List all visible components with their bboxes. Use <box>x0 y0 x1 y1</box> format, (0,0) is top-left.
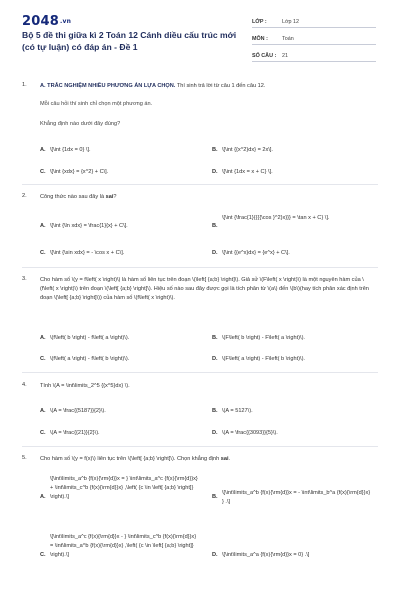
option-text: \(f\left( a \right) - f\left( b \right)\). <box>50 356 130 362</box>
option-label: B. <box>212 335 218 341</box>
option-text: \[\int\limits_a^b {f(x){\rm{d}}x = - \int\limits_b^a {f(x){\rm{d}}x} } .\] <box>222 490 371 505</box>
option-text: \(F\left( b \right) - F\left( a \right)\). <box>222 335 305 341</box>
question-text-end: ? <box>113 194 117 200</box>
option-text: \[\int\limits_a^b {f(x){\rm{d}}x = } \int\limits_a^c {f(x){\rm{d}}x} + \int\limits_c^b {f(x){\rm{d}}x} ,\left( {c \in \left[ {a;b} \right]} \right).\] <box>50 476 198 500</box>
site-logo[interactable] <box>22 14 71 29</box>
instruction-text: Mỗi câu hỏi thí sinh chỉ chọn một phương án. <box>40 101 153 107</box>
option-text: \[\int {\ln xdx} = \frac{1}{x} + C\]. <box>50 223 128 229</box>
question-divider <box>22 446 378 447</box>
option-label: D. <box>212 250 218 256</box>
option-text: \[\int\limits_a^a {f(x){\rm{d}}x = 0} .\] <box>222 552 310 558</box>
option-text: \[\int {xdx} = {x^2} + C\]. <box>50 169 109 175</box>
question-text: Cho hàm số \(y = f\left( x \right)\) là hàm số liên tục trên đoạn \(\left[ {a;b} \right]\). Giả sử \(F\left( x \right)\) là một nguyên hàm của \(f\left( x \right)\) trên đoạn \(\left[ {a;b} \right]\). Hiệu số nào sau đây được gọi là tích phân từ \(a\) đến \(b\)(hay tích phân xác định trên đoạn \(\left[ {a;b} \right]\)) của hàm số \(f\left( x \right)\). <box>40 277 369 301</box>
option-label: C. <box>40 552 46 558</box>
meta-key: MÔN : <box>252 36 268 42</box>
option-text: \(f\left( b \right) - f\left( a \right)\). <box>50 335 130 341</box>
option-text: \(A = \frac{{3093}}{5}\). <box>222 430 278 436</box>
option-text: \[\int {{e^x}dx} = {e^x} + C\]. <box>222 250 290 256</box>
question-text-start: Cho hàm số \(y = f(x)\) liên tục trên \(\left[ {a;b} \right]\). Chọn khẳng định <box>40 456 221 462</box>
option-label: A. <box>40 335 46 341</box>
question-number: 2. <box>22 193 27 199</box>
document-meta <box>252 11 376 62</box>
document-header <box>0 0 400 70</box>
question-text-start: Công thức nào sau đây là <box>40 194 106 200</box>
page-title: Bộ 5 đề thi giữa kì 2 Toán 12 Cánh diều cấu trúc mới (có tự luận) có đáp án - Đề 1 <box>22 30 237 52</box>
meta-value: Toán <box>282 36 294 42</box>
question-emphasis: sai <box>105 194 114 200</box>
section-heading <box>40 82 376 91</box>
question-text-end: . <box>228 456 231 462</box>
logo-text: 2048 <box>22 14 59 29</box>
meta-row-subject <box>252 28 376 45</box>
option-label: D. <box>212 356 218 362</box>
option-label: D. <box>212 169 218 175</box>
option-text: \(A = 5127\). <box>222 408 253 414</box>
option-label: C. <box>40 250 46 256</box>
meta-row-class <box>252 11 376 28</box>
question-divider <box>22 184 378 185</box>
question-text <box>40 455 376 464</box>
option-label: B. <box>212 223 218 229</box>
option-text: \[\int {1dx = x + C} \]. <box>222 169 273 175</box>
meta-value: 21 <box>282 53 288 59</box>
option-label: A. <box>40 223 46 229</box>
option-text: \[\int {1dx = 0} \]. <box>50 147 91 153</box>
option-label: D. <box>212 430 218 436</box>
question-emphasis: sai <box>220 456 229 462</box>
section-note: Thí sinh trả lời từ câu 1 đến câu 12. <box>176 83 266 89</box>
meta-key: LỚP : <box>252 19 267 25</box>
option-label: D. <box>212 552 218 558</box>
question-number: 5. <box>22 455 27 461</box>
option-text: \(A = \frac{{21}}{2}\). <box>50 430 100 436</box>
logo-tld: .vn <box>59 18 72 25</box>
meta-row-count <box>252 45 376 62</box>
option-label: C. <box>40 356 46 362</box>
question-divider <box>22 267 378 268</box>
option-label: C. <box>40 430 46 436</box>
option-text: \[\int {\frac{1}{{{{\cos }^2}x}}} = \tan x + C} \]. <box>222 215 330 221</box>
question-text: Khẳng định nào dưới đây đúng? <box>40 121 121 127</box>
option-label: A. <box>40 494 46 500</box>
option-text: \[\int\limits_a^c {f(x){\rm{d}}x - } \int\limits_c^b {f(x){\rm{d}}x} = \int\limits_a^b {f(x){\rm{d}}x} ,\left( {c \in \left[ {a;b} \right]} \right).\] <box>50 534 197 558</box>
option-label: C. <box>40 169 46 175</box>
option-text: \[\int {\sin xdx} = - \cos x + C\]. <box>50 250 125 256</box>
option-text: \(A = \frac{{5187}}{2}\). <box>50 408 106 414</box>
meta-value: Lớp 12 <box>282 19 300 25</box>
question-number: 3. <box>22 276 27 282</box>
question-divider <box>22 372 378 373</box>
question-number: 1. <box>22 82 27 88</box>
question-text <box>40 193 376 202</box>
option-label: B. <box>212 494 218 500</box>
option-text: \(F\left( a \right) - F\left( b \right)\). <box>222 356 305 362</box>
option-label: B. <box>212 408 218 414</box>
option-label: A. <box>40 408 46 414</box>
option-label: B. <box>212 147 218 153</box>
option-label: A. <box>40 147 46 153</box>
question-number: 4. <box>22 382 27 388</box>
option-text: \[\int {{x^2}dx} = 2x\]. <box>222 147 273 153</box>
meta-key: SỐ CÂU : <box>252 53 277 59</box>
section-title: A. TRẮC NGHIỆM NHIỀU PHƯƠNG ÁN LỰA CHỌN. <box>40 83 176 89</box>
question-text: Tính \(A = \int\limits_2^5 {{x^5}dx} \). <box>40 383 130 389</box>
